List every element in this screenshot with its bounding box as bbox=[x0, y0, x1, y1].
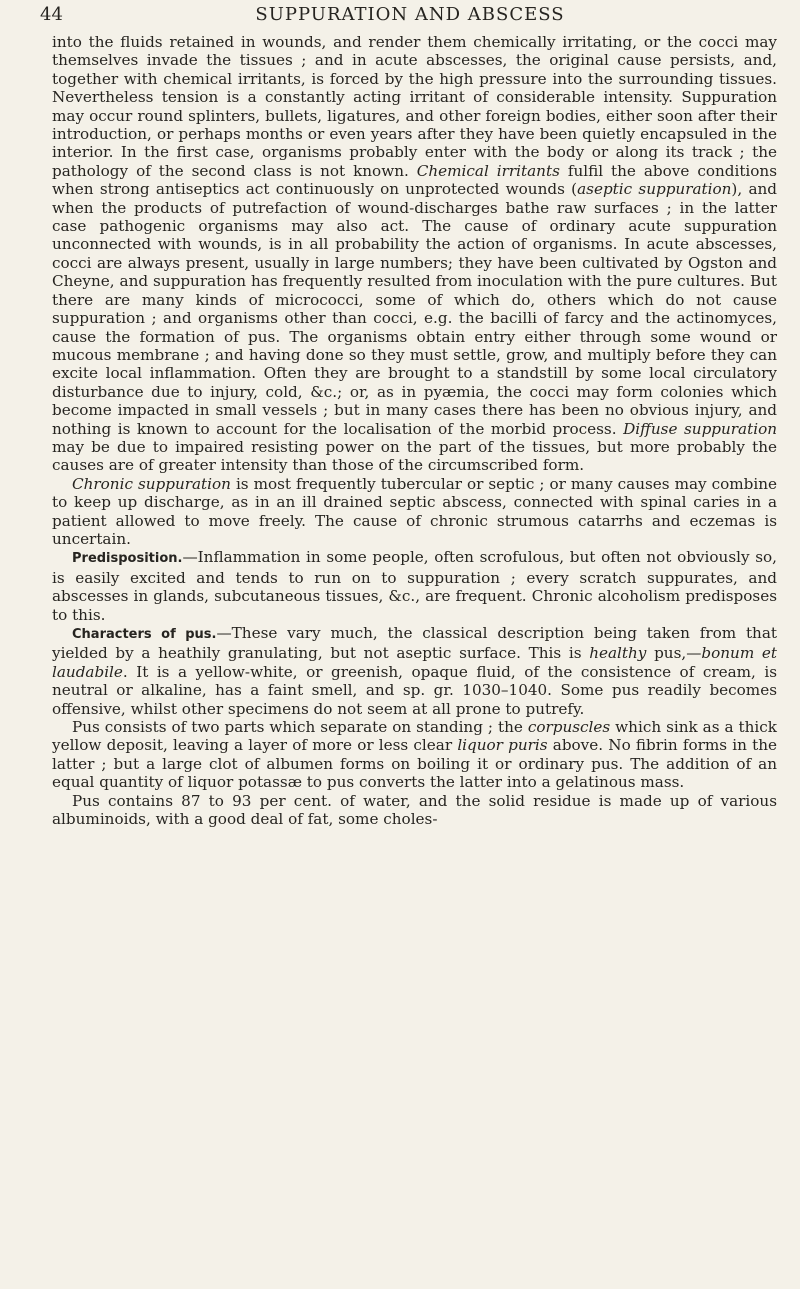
page-header bbox=[40, 2, 780, 28]
paragraph-pus-composition: Pus consists of two parts which separate on standing ; the corpuscles which sink as a thick yellow deposit, leaving a layer of more or less clear liquor puris above. No fibrin forms in the latter ; but a large clot of albumen forms on boiling it or ordinary pus. The addition of an equal quantity of liquor potassæ to pus converts the latter into a gelatinous mass. bbox=[52, 718, 778, 792]
paragraph-chronic-suppuration: Chronic suppuration is most frequently tubercular or septic ; or many causes may combine to keep up discharge, as in an ill drained septic abscess, connected with spinal caries in a patient allowed to move freely. The cause of chronic strumous catarrhs and eczemas is uncertain. bbox=[52, 474, 778, 548]
body-text bbox=[52, 33, 777, 828]
section-heading-predisposition: Predisposition. bbox=[72, 551, 183, 567]
paragraph-pus-water-content: Pus contains 87 to 93 per cent. of water, and the solid residue is made up of various albuminoids, with a good deal of fat, some choles- bbox=[52, 791, 777, 829]
section-heading-characters-of-pus: Characters of pus. bbox=[72, 627, 217, 642]
paragraph-predisposition: Predisposition.—Inflammation in some people, often scrofulous, but often not obviously so, is easily excited and tends to run on to suppuration ; every scratch suppurates, and abscesses in glands, subcutaneous tissues, &c., are frequent. Chronic alcoholism predisposes to this. bbox=[52, 548, 777, 624]
paragraph-characters-of-pus: Characters of pus.—These vary much, the classical description being taken from that yielded by a heathily granulating, but not aseptic surface. This is healthy pus,—bonum et laudabile. It is a yellow-white, or greenish, opaque fluid, of the consistence of cream, is neutral or alkaline, has a faint smell, and sp. gr. 1030–1040. Some pus readily becomes offensive, whilst other specimens do not seem at all prone to putrefy. bbox=[52, 624, 778, 718]
paragraph-etiology: into the fluids retained in wounds, and render them chemically irritating, or the cocci may themselves invade the tissues ; and in acute abscesses, the original cause persists, and, together with chemical irritants, is forced by the high pressure into the surrounding tissues. Nevertheless tension is a constantly acting irritant of considerable intensity. Suppuration may occur round splinters, bullets, ligatures, and other foreign bodies, either soon after their introduction, or perhaps months or even years after they have been quietly encapsuled in the interior. In the first case, organisms probably enter with the body or along its track ; the pathology of the second class is not known. Chemical irritants fulfil the above conditions when strong antiseptics act continuously on unprotected wounds (aseptic suppuration), and when the products of putrefaction of wound-discharges bathe raw surfaces ; in the latter case pathogenic organisms may also act. The cause of ordinary acute suppuration unconnected with wounds, is in all probability the action of organisms. In acute abscesses, cocci are always present, usually in large numbers; they have been cultivated by Ogston and Cheyne, and suppuration has frequently resulted from inoculation with the pure cultures. But there are many kinds of micrococci, some of which do, others which do not cause suppuration ; and organisms other than cocci, e.g. the bacilli of farcy and the actinomyces, cause the formation of pus. The organisms obtain entry either through some wound or mucous membrane ; and having done so they must settle, grow, and multiply before they can excite local inflammation. Often they are brought to a standstill by some local circulatory disturbance due to injury, cold, &c.; or, as in pyæmia, the cocci may form colonies which become impacted in small vessels ; but in many cases there has been no obvious injury, and nothing is known to account for the localisation of the morbid process. Diffuse suppuration may be due to impaired resisting power on the part of the tissues, but more probably the causes are of greater intensity than those of the circumscribed form. bbox=[52, 33, 778, 475]
page-number: 44 bbox=[40, 4, 63, 25]
running-head: SUPPURATION AND ABSCESS bbox=[255, 4, 565, 25]
